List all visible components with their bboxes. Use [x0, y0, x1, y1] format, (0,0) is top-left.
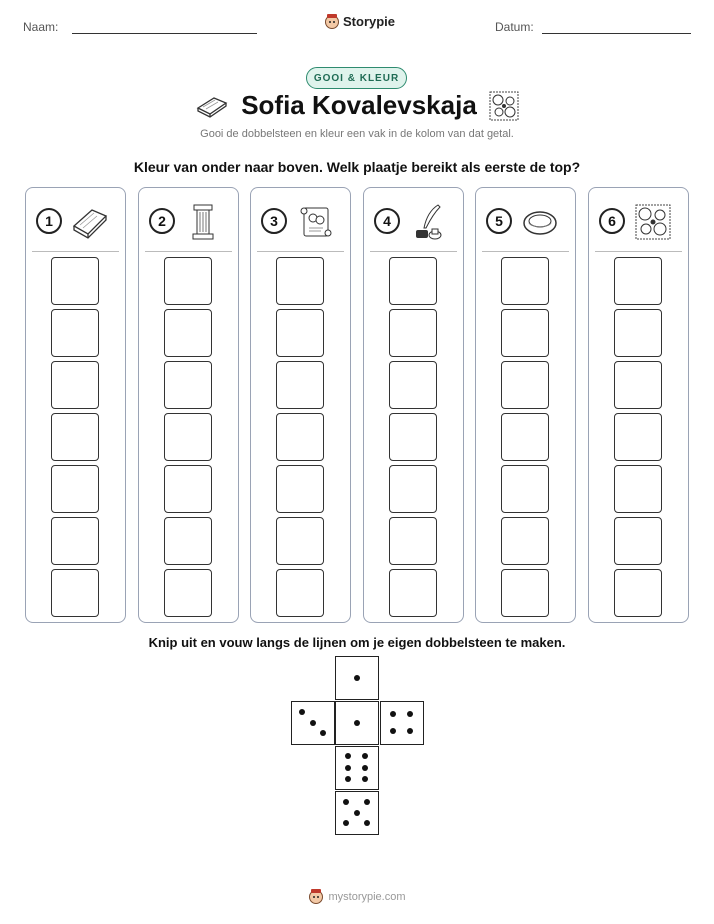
- color-box[interactable]: [51, 517, 99, 565]
- die-face-1: [335, 656, 379, 700]
- die-pip: [345, 765, 351, 771]
- die-face-1: [335, 701, 379, 745]
- page-title: Sofia Kovalevskaja: [241, 90, 477, 120]
- color-box[interactable]: [276, 517, 324, 565]
- die-pip: [390, 711, 396, 717]
- scroll-masks-icon: [295, 202, 335, 242]
- book-icon: [195, 94, 229, 118]
- column-1: [25, 187, 126, 623]
- die-pip: [364, 820, 370, 826]
- die-face-3: [291, 701, 335, 745]
- color-box[interactable]: [164, 257, 212, 305]
- color-box[interactable]: [276, 309, 324, 357]
- column-5: [475, 187, 576, 623]
- column-number: 2: [149, 208, 175, 234]
- column-2: [138, 187, 239, 623]
- die-pip: [343, 820, 349, 826]
- die-face-6: [335, 746, 379, 790]
- die-face-4: [380, 701, 424, 745]
- color-box[interactable]: [389, 361, 437, 409]
- color-box[interactable]: [276, 569, 324, 617]
- color-box[interactable]: [276, 465, 324, 513]
- date-line[interactable]: [542, 33, 691, 34]
- color-box[interactable]: [164, 465, 212, 513]
- die-pip: [299, 709, 305, 715]
- color-box[interactable]: [164, 413, 212, 461]
- name-line[interactable]: [72, 33, 257, 34]
- brand-logo: [324, 13, 395, 30]
- die-pip: [310, 720, 316, 726]
- color-box[interactable]: [501, 257, 549, 305]
- color-box[interactable]: [389, 413, 437, 461]
- footer-url[interactable]: mystorypie.com: [328, 890, 406, 903]
- die-pip: [407, 711, 413, 717]
- date-label: Datum:: [495, 20, 534, 34]
- column-divider: [145, 251, 232, 252]
- color-box[interactable]: [389, 257, 437, 305]
- column-divider: [482, 251, 569, 252]
- color-box[interactable]: [51, 465, 99, 513]
- mascot-icon: [324, 13, 340, 30]
- color-box[interactable]: [614, 257, 662, 305]
- column-number: 5: [486, 208, 512, 234]
- color-box[interactable]: [164, 309, 212, 357]
- color-box[interactable]: [389, 569, 437, 617]
- column-6: [588, 187, 689, 623]
- color-box[interactable]: [51, 413, 99, 461]
- color-box[interactable]: [614, 517, 662, 565]
- pillar-icon: [183, 202, 223, 242]
- column-3: [250, 187, 351, 623]
- color-box[interactable]: [389, 309, 437, 357]
- die-pip: [364, 799, 370, 805]
- activity-badge: GOOI & KLEUR: [306, 67, 407, 89]
- color-box[interactable]: [501, 517, 549, 565]
- color-box[interactable]: [51, 569, 99, 617]
- pattern-icon: [633, 202, 673, 242]
- color-box[interactable]: [389, 465, 437, 513]
- color-box[interactable]: [276, 361, 324, 409]
- column-divider: [32, 251, 119, 252]
- column-number: 1: [36, 208, 62, 234]
- book-icon: [70, 202, 110, 242]
- die-face-5: [335, 791, 379, 835]
- column-divider: [370, 251, 457, 252]
- die-pip: [354, 810, 360, 816]
- color-box[interactable]: [276, 413, 324, 461]
- color-box[interactable]: [501, 309, 549, 357]
- die-pip: [362, 765, 368, 771]
- column-divider: [595, 251, 682, 252]
- color-box[interactable]: [501, 361, 549, 409]
- color-box[interactable]: [614, 361, 662, 409]
- die-pip: [345, 776, 351, 782]
- column-number: 6: [599, 208, 625, 234]
- die-pip: [343, 799, 349, 805]
- name-label: Naam:: [23, 20, 59, 34]
- die-pip: [390, 728, 396, 734]
- mascot-icon: [308, 888, 324, 905]
- column-4: [363, 187, 464, 623]
- pattern-icon: [489, 91, 519, 121]
- die-pip: [345, 753, 351, 759]
- column-number: 4: [374, 208, 400, 234]
- ring-icon: [520, 202, 560, 242]
- color-box[interactable]: [614, 465, 662, 513]
- color-box[interactable]: [389, 517, 437, 565]
- color-box[interactable]: [164, 569, 212, 617]
- color-box[interactable]: [501, 465, 549, 513]
- title-row: [0, 90, 714, 121]
- subtitle: Gooi de dobbelsteen en kleur een vak in de kolom van dat getal.: [200, 128, 514, 140]
- color-box[interactable]: [51, 309, 99, 357]
- footer: [0, 888, 714, 905]
- column-number: 3: [261, 208, 287, 234]
- color-box[interactable]: [501, 569, 549, 617]
- instruction: Kleur van onder naar boven. Welk plaatje bereikt als eerste de top?: [133, 159, 581, 175]
- die-pip: [362, 753, 368, 759]
- die-pip: [362, 776, 368, 782]
- cut-instruction: Knip uit en vouw langs de lijnen om je eigen dobbelsteen te maken.: [148, 635, 566, 650]
- quill-inkwell-icon: [408, 202, 448, 242]
- die-pip: [407, 728, 413, 734]
- color-box[interactable]: [164, 361, 212, 409]
- brand-name: Storypie: [343, 14, 396, 29]
- color-box[interactable]: [276, 257, 324, 305]
- color-box[interactable]: [614, 309, 662, 357]
- column-divider: [257, 251, 344, 252]
- color-box[interactable]: [501, 413, 549, 461]
- color-box[interactable]: [164, 517, 212, 565]
- die-pip: [354, 675, 360, 681]
- die-pip: [354, 720, 360, 726]
- die-pip: [320, 730, 326, 736]
- color-box[interactable]: [614, 413, 662, 461]
- color-box[interactable]: [51, 361, 99, 409]
- color-box[interactable]: [614, 569, 662, 617]
- color-box[interactable]: [51, 257, 99, 305]
